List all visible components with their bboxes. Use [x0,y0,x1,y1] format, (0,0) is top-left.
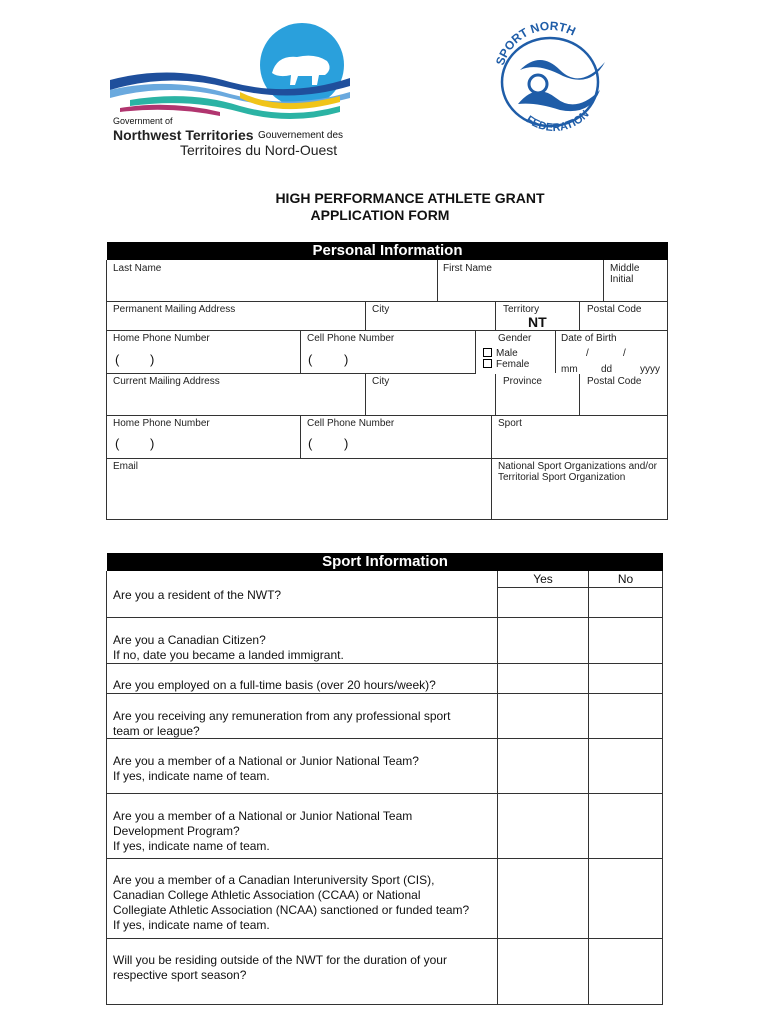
home-phone2-label: Home Phone Number [113,418,210,429]
current-address-label: Current Mailing Address [113,376,220,387]
employed-no-cell[interactable] [589,664,662,693]
question-line: Development Program? [113,824,240,838]
home-phone-label: Home Phone Number [113,333,210,344]
no-column-header: No [617,572,634,586]
email-label: Email [113,461,139,472]
question-university-team [113,873,469,933]
residing-no-cell[interactable] [589,939,662,1004]
gnwt-line4: Territoires du Nord-Ouest [180,142,338,158]
dob-label: Date of Birth [561,333,617,344]
permanent-address-label: Permanent Mailing Address [113,304,236,315]
question-line: Are you a resident of the NWT? [113,588,282,602]
personal-info-header: Personal Information [107,242,668,260]
gender-label: Gender [498,333,532,344]
development-no-cell[interactable] [589,794,662,858]
city-field[interactable] [366,302,495,330]
remuneration-yes-cell[interactable] [498,694,588,738]
question-employed [113,678,436,693]
citizen-no-cell[interactable] [589,618,662,663]
sport-north-logo [480,8,620,148]
question-line: Are you a member of a National or Junior National Team? [113,754,419,768]
nso-label-2: Territorial Sport Organization [498,472,626,483]
last-name-label: Last Name [113,263,162,274]
territory-value: NT [528,314,547,330]
question-citizen [113,633,344,663]
male-checkbox[interactable] [483,348,492,357]
question-line: respective sport season? [113,968,247,982]
dob-slash-2: / [623,348,626,359]
gnwt-logo [110,18,350,158]
yes-column-header: Yes [533,572,553,586]
sport-north-emblem [480,8,620,148]
permanent-address-field[interactable] [107,302,365,330]
first-name-field[interactable] [438,260,603,301]
dob-dd: dd [601,364,613,375]
dob-field[interactable] [556,345,667,373]
city2-field[interactable] [366,388,495,415]
cell-phone2-paren-open: ( [308,436,313,451]
question-national-team [113,754,419,784]
city-label: City [372,304,390,315]
home-phone-paren-close: ) [150,352,155,367]
resident-yes-cell[interactable] [498,588,588,617]
gnwt-line1: Government of [113,116,173,126]
cell-phone2-label: Cell Phone Number [307,418,395,429]
cell-phone-paren-close: ) [344,352,349,367]
sport-field[interactable] [492,416,667,458]
question-resident [113,588,281,603]
gender-male-option[interactable] [483,348,518,359]
cell-phone-paren-open: ( [308,352,313,367]
home-phone-field[interactable] [107,331,300,373]
middle-initial-field[interactable] [604,260,667,301]
question-line: team or league? [113,724,200,738]
gnwt-line3: Gouvernement des [258,130,344,141]
sport-north-top-text: SPORT NORTH [492,18,578,68]
national-team-no-cell[interactable] [589,739,662,793]
territory-label: Territory [503,304,540,315]
nso-field[interactable] [492,485,667,519]
question-remuneration [113,709,451,739]
sport-info-header: Sport Information [107,553,663,571]
question-residing-outside [113,953,447,983]
home-phone2-field[interactable] [107,416,300,458]
home-phone-paren-open: ( [115,352,120,367]
middle-initial-label-2: Initial [610,274,634,285]
question-line: If yes, indicate name of team. [113,769,270,783]
remuneration-no-cell[interactable] [589,694,662,738]
question-line: Are you receiving any remuneration from any professional sport [113,709,451,723]
province-field[interactable] [496,388,579,415]
current-address-field[interactable] [107,388,365,415]
sport-label: Sport [498,418,522,429]
development-yes-cell[interactable] [498,794,588,858]
postal-code2-label: Postal Code [587,376,642,387]
form-title-line1: HIGH PERFORMANCE ATHLETE GRANT [275,190,545,206]
question-line: Collegiate Athletic Association (NCAA) sanctioned or funded team? [113,903,470,917]
question-line: If no, date you became a landed immigrant. [113,648,344,662]
postal-code-field[interactable] [580,302,667,330]
question-line: Canadian College Athletic Association (CCAA) or National [113,888,421,902]
question-line: Are you a Canadian Citizen? [113,633,266,647]
city2-label: City [372,376,390,387]
employed-yes-cell[interactable] [498,664,588,693]
last-name-field[interactable] [107,260,437,301]
citizen-yes-cell[interactable] [498,618,588,663]
cell-phone2-field[interactable] [301,416,491,458]
home-phone2-paren-close: ) [150,436,155,451]
cell-phone2-paren-close: ) [344,436,349,451]
university-yes-cell[interactable] [498,859,588,938]
province-label: Province [503,376,542,387]
email-field[interactable] [107,459,491,519]
form-title-line2: APPLICATION FORM [310,207,450,223]
female-checkbox[interactable] [483,359,492,368]
first-name-label: First Name [443,263,492,274]
resident-no-cell[interactable] [589,588,662,617]
university-no-cell[interactable] [589,859,662,938]
question-line: Are you a member of a Canadian Interuniversity Sport (CIS), [113,873,435,887]
svg-text:SPORT NORTH [493,19,578,67]
female-label: Female [496,359,530,370]
residing-yes-cell[interactable] [498,939,588,1004]
sport-north-bottom-text: FEDERATION [523,108,592,135]
question-line: Will you be residing outside of the NWT for the duration of your [113,953,447,967]
national-team-yes-cell[interactable] [498,739,588,793]
postal-code2-field[interactable] [580,388,667,415]
dob-mm: mm [561,364,578,375]
svg-text:FEDERATION [524,108,592,134]
question-line: Are you employed on a full-time basis (over 20 hours/week)? [113,678,436,692]
cell-phone-label: Cell Phone Number [307,333,395,344]
gnwt-logo-graphic [110,18,350,128]
male-label: Male [496,348,518,359]
cell-phone-field[interactable] [301,331,475,373]
question-line: If yes, indicate name of team. [113,839,270,853]
dob-slash-1: / [586,348,589,359]
home-phone2-paren-open: ( [115,436,120,451]
question-line: Are you a member of a National or Junior National Team [113,809,413,823]
nso-label-1: National Sport Organizations and/or [498,461,657,472]
middle-initial-label-1: Middle [610,263,640,274]
question-line: If yes, indicate name of team. [113,918,270,932]
gender-female-option[interactable] [483,359,529,370]
dob-yyyy: yyyy [640,364,660,375]
gnwt-line2: Northwest Territories [113,127,254,143]
question-development-program [113,809,412,854]
postal-code-label: Postal Code [587,304,642,315]
